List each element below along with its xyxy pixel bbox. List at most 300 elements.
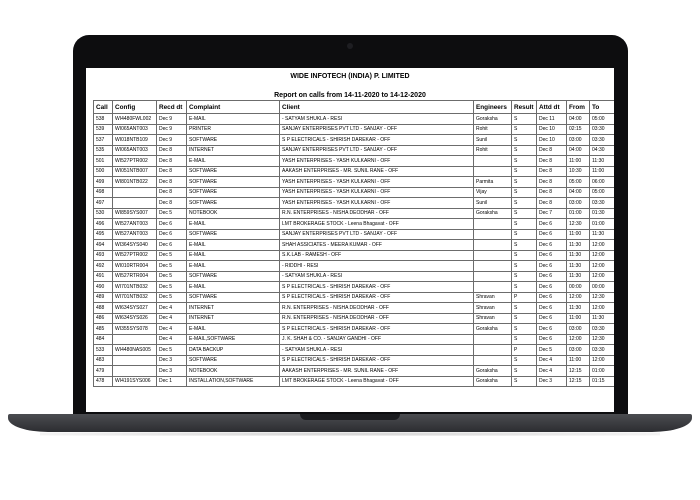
table-row[interactable] <box>94 135 615 146</box>
table-row[interactable] <box>94 145 615 156</box>
cell-complaint: NOTEBOOK <box>187 366 280 377</box>
cell-config: WI701NTB032 <box>113 282 157 293</box>
cell-attd-dt: Dec 6 <box>537 334 567 345</box>
cell-to: 11:30 <box>590 229 615 240</box>
cell-engineers <box>474 250 512 261</box>
cell-call: 500 <box>94 166 113 177</box>
cell-call: 489 <box>94 292 113 303</box>
table-row[interactable] <box>94 208 615 219</box>
cell-from: 03:00 <box>567 198 590 209</box>
cell-attd-dt: Dec 11 <box>537 114 567 125</box>
cell-engineers <box>474 355 512 366</box>
cell-config: WI701NTB032 <box>113 292 157 303</box>
table-row[interactable] <box>94 366 615 377</box>
cell-config: WI051NTB007 <box>113 166 157 177</box>
cell-recd-dt: Dec 1 <box>157 376 187 387</box>
cell-config: WI355SYS078 <box>113 324 157 335</box>
cell-to: 11:30 <box>590 156 615 167</box>
cell-recd-dt: Dec 8 <box>157 198 187 209</box>
cell-from: 02:15 <box>567 124 590 135</box>
cell-to: 12:30 <box>590 292 615 303</box>
cell-to: 12:00 <box>590 303 615 314</box>
cell-client: SANJAY ENTERPRISES PVT LTD - SANJAY - OFF <box>280 229 474 240</box>
cell-call: 495 <box>94 229 113 240</box>
cell-call: 488 <box>94 303 113 314</box>
cell-from: 11:00 <box>567 229 590 240</box>
cell-client: S.K.LAB - RAMESH - OFF <box>280 250 474 261</box>
cell-result: S <box>512 166 537 177</box>
cell-attd-dt: Dec 8 <box>537 156 567 167</box>
cell-from: 12:15 <box>567 376 590 387</box>
cell-engineers: Goraksha <box>474 366 512 377</box>
cell-recd-dt: Dec 8 <box>157 177 187 188</box>
cell-call: 493 <box>94 250 113 261</box>
column-header-recd-dt[interactable]: Recd dt <box>157 101 187 114</box>
cell-call: 490 <box>94 282 113 293</box>
cell-config <box>113 187 157 198</box>
cell-result: S <box>512 250 537 261</box>
cell-client: LMT BROKERAGE STOCK - Leena Bhagavat - OFF <box>280 376 474 387</box>
cell-from: 12:15 <box>567 366 590 377</box>
cell-from: 11:30 <box>567 261 590 272</box>
cell-to: 05:00 <box>590 114 615 125</box>
table-row[interactable] <box>94 271 615 282</box>
cell-complaint: PRINTER <box>187 124 280 135</box>
cell-engineers: Goraksha <box>474 114 512 125</box>
cell-attd-dt: Dec 6 <box>537 261 567 272</box>
cell-call: 492 <box>94 261 113 272</box>
cell-recd-dt: Dec 6 <box>157 229 187 240</box>
cell-from: 11:30 <box>567 303 590 314</box>
cell-result: S <box>512 240 537 251</box>
cell-attd-dt: Dec 6 <box>537 303 567 314</box>
cell-client: LMT BROKERAGE STOCK - Leena Bhagavat - OFF <box>280 219 474 230</box>
cell-config: WI527ANT003 <box>113 219 157 230</box>
cell-result: S <box>512 303 537 314</box>
cell-recd-dt: Dec 3 <box>157 355 187 366</box>
cell-attd-dt: Dec 8 <box>537 187 567 198</box>
table-header-row <box>94 101 615 114</box>
cell-client: J. K. SHAH & CO. - SANJAY GANDHI - OFF <box>280 334 474 345</box>
column-header-call[interactable]: Call <box>94 101 113 114</box>
cell-result: S <box>512 282 537 293</box>
table-row[interactable] <box>94 292 615 303</box>
cell-engineers <box>474 229 512 240</box>
table-row[interactable] <box>94 355 615 366</box>
cell-to: 03:30 <box>590 135 615 146</box>
cell-from: 05:00 <box>567 177 590 188</box>
cell-result: S <box>512 177 537 188</box>
cell-config: WI4480FWL002 <box>113 114 157 125</box>
cell-config: WI527PTR002 <box>113 156 157 167</box>
column-header-result[interactable]: Result <box>512 101 537 114</box>
cell-result: S <box>512 114 537 125</box>
cell-result: S <box>512 135 537 146</box>
cell-from: 04:00 <box>567 114 590 125</box>
cell-result: S <box>512 324 537 335</box>
cell-attd-dt: Dec 3 <box>537 376 567 387</box>
cell-recd-dt: Dec 5 <box>157 208 187 219</box>
company-title: WIDE INFOTECH (INDIA) P. LIMITED <box>290 73 410 80</box>
cell-to: 03:30 <box>590 345 615 356</box>
cell-recd-dt: Dec 9 <box>157 114 187 125</box>
cell-complaint: SOFTWARE <box>187 271 280 282</box>
cell-attd-dt: Dec 6 <box>537 313 567 324</box>
cell-complaint: SOFTWARE <box>187 292 280 303</box>
cell-result: S <box>512 376 537 387</box>
cell-recd-dt: Dec 5 <box>157 261 187 272</box>
cell-attd-dt: Dec 8 <box>537 145 567 156</box>
cell-complaint: INTERNET <box>187 145 280 156</box>
cell-result: S <box>512 271 537 282</box>
cell-from: 11:00 <box>567 313 590 324</box>
cell-from: 00:00 <box>567 282 590 293</box>
cell-engineers <box>474 334 512 345</box>
cell-complaint: INSTALLATION,SOFTWARE <box>187 376 280 387</box>
cell-recd-dt: Dec 6 <box>157 219 187 230</box>
cell-complaint: INTERNET <box>187 313 280 324</box>
cell-attd-dt: Dec 8 <box>537 166 567 177</box>
cell-to: 12:00 <box>590 250 615 261</box>
cell-from: 03:00 <box>567 345 590 356</box>
cell-client: YASH ENTERPRISES - YASH KULKARNI - OFF <box>280 177 474 188</box>
cell-attd-dt: Dec 6 <box>537 229 567 240</box>
cell-result: P <box>512 345 537 356</box>
cell-complaint: E-MAIL <box>187 219 280 230</box>
cell-engineers <box>474 345 512 356</box>
cell-to: 03:30 <box>590 198 615 209</box>
cell-recd-dt: Dec 5 <box>157 345 187 356</box>
cell-result: S <box>512 187 537 198</box>
cell-recd-dt: Dec 4 <box>157 324 187 335</box>
cell-complaint: DATA BACKUP <box>187 345 280 356</box>
table-row[interactable] <box>94 282 615 293</box>
cell-client: R.N. ENTERPRISES - NISHA DEODHAR - OFF <box>280 313 474 324</box>
cell-client: SANJAY ENTERPRISES PVT LTD - SANJAY - OFF <box>280 145 474 156</box>
cell-engineers <box>474 261 512 272</box>
cell-complaint: SOFTWARE <box>187 187 280 198</box>
cell-attd-dt: Dec 6 <box>537 250 567 261</box>
cell-complaint: E-MAIL <box>187 261 280 272</box>
cell-to: 06:00 <box>590 177 615 188</box>
webcam-icon <box>347 43 353 49</box>
cell-call: 533 <box>94 345 113 356</box>
table-row[interactable] <box>94 345 615 356</box>
cell-recd-dt: Dec 3 <box>157 366 187 377</box>
cell-complaint: E-MAIL <box>187 240 280 251</box>
table-row[interactable] <box>94 376 615 387</box>
cell-attd-dt: Dec 8 <box>537 198 567 209</box>
cell-config: WI4191SYS006 <box>113 376 157 387</box>
cell-attd-dt: Dec 6 <box>537 240 567 251</box>
cell-engineers <box>474 271 512 282</box>
laptop-shadow <box>40 432 660 436</box>
cell-from: 12:00 <box>567 334 590 345</box>
cell-call: 501 <box>94 156 113 167</box>
cell-from: 12:30 <box>567 219 590 230</box>
cell-engineers <box>474 282 512 293</box>
cell-client: SANJAY ENTERPRISES PVT LTD - SANJAY - OFF <box>280 124 474 135</box>
cell-attd-dt: Dec 6 <box>537 271 567 282</box>
cell-attd-dt: Dec 5 <box>537 345 567 356</box>
cell-engineers: Goraksha <box>474 376 512 387</box>
cell-from: 01:00 <box>567 208 590 219</box>
cell-call: 496 <box>94 219 113 230</box>
cell-result: S <box>512 229 537 240</box>
table-row[interactable] <box>94 229 615 240</box>
cell-result: S <box>512 219 537 230</box>
column-header-complaint[interactable]: Complaint <box>187 101 280 114</box>
cell-attd-dt: Dec 10 <box>537 124 567 135</box>
cell-to: 11:00 <box>590 166 615 177</box>
cell-recd-dt: Dec 5 <box>157 292 187 303</box>
cell-complaint: INTERNET <box>187 303 280 314</box>
cell-recd-dt: Dec 6 <box>157 240 187 251</box>
cell-call: 499 <box>94 177 113 188</box>
cell-to: 01:00 <box>590 219 615 230</box>
cell-complaint: SOFTWARE <box>187 229 280 240</box>
cell-to: 01:30 <box>590 208 615 219</box>
cell-engineers: Sunil <box>474 135 512 146</box>
cell-engineers: Goraksha <box>474 208 512 219</box>
cell-complaint: SOFTWARE <box>187 198 280 209</box>
cell-recd-dt: Dec 9 <box>157 124 187 135</box>
cell-from: 04:00 <box>567 187 590 198</box>
cell-call: 497 <box>94 198 113 209</box>
cell-attd-dt: Dec 6 <box>537 219 567 230</box>
cell-call: 494 <box>94 240 113 251</box>
cell-complaint: SOFTWARE <box>187 166 280 177</box>
cell-client: - SATYAM SHUKLA - RESI <box>280 271 474 282</box>
table-body <box>94 114 615 387</box>
cell-recd-dt: Dec 8 <box>157 145 187 156</box>
column-header-to[interactable]: To <box>590 101 615 114</box>
cell-recd-dt: Dec 5 <box>157 271 187 282</box>
cell-attd-dt: Dec 6 <box>537 282 567 293</box>
cell-call: 478 <box>94 376 113 387</box>
cell-recd-dt: Dec 5 <box>157 250 187 261</box>
cell-client: - SATYAM SHUKLA - RESI <box>280 345 474 356</box>
table-row[interactable] <box>94 187 615 198</box>
column-header-client[interactable]: Client <box>280 101 474 114</box>
cell-to: 01:15 <box>590 376 615 387</box>
table-row[interactable] <box>94 114 615 125</box>
table-row[interactable] <box>94 303 615 314</box>
cell-recd-dt: Dec 8 <box>157 187 187 198</box>
cell-complaint: E-MAIL <box>187 114 280 125</box>
cell-complaint: SOFTWARE <box>187 355 280 366</box>
column-header-from[interactable]: From <box>567 101 590 114</box>
cell-result: S <box>512 334 537 345</box>
cell-call: 485 <box>94 324 113 335</box>
cell-complaint: E-MAIL <box>187 156 280 167</box>
cell-complaint: E-MAIL <box>187 282 280 293</box>
cell-attd-dt: Dec 4 <box>537 355 567 366</box>
cell-complaint: E-MAIL,SOFTWARE <box>187 334 280 345</box>
cell-client: - RIDDHI - RESI <box>280 261 474 272</box>
cell-config: WI527RTR004 <box>113 271 157 282</box>
cell-attd-dt: Dec 6 <box>537 292 567 303</box>
cell-call: 486 <box>94 313 113 324</box>
cell-complaint: SOFTWARE <box>187 177 280 188</box>
cell-from: 11:00 <box>567 156 590 167</box>
cell-recd-dt: Dec 4 <box>157 303 187 314</box>
cell-call: 537 <box>94 135 113 146</box>
cell-from: 03:00 <box>567 135 590 146</box>
cell-from: 12:00 <box>567 292 590 303</box>
cell-recd-dt: Dec 4 <box>157 313 187 324</box>
table-row[interactable] <box>94 334 615 345</box>
cell-config: WI801NTB022 <box>113 177 157 188</box>
cell-attd-dt: Dec 4 <box>537 366 567 377</box>
cell-engineers: Sunil <box>474 198 512 209</box>
cell-complaint: E-MAIL <box>187 324 280 335</box>
cell-engineers <box>474 166 512 177</box>
cell-call: 484 <box>94 334 113 345</box>
cell-to: 05:00 <box>590 187 615 198</box>
cell-from: 03:00 <box>567 324 590 335</box>
cell-client: S P ELECTRICALS - SHIRISH DAREKAR - OFF <box>280 292 474 303</box>
cell-client: - SATYAM SHUKLA - RESI <box>280 114 474 125</box>
cell-client: R.N. ENTERPRISES - NISHA DEODHAR - OFF <box>280 208 474 219</box>
cell-recd-dt: Dec 8 <box>157 166 187 177</box>
cell-config: WI364SYS040 <box>113 240 157 251</box>
cell-from: 04:00 <box>567 145 590 156</box>
cell-engineers <box>474 240 512 251</box>
table-row[interactable] <box>94 261 615 272</box>
column-header-attd-dt[interactable]: Attd dt <box>537 101 567 114</box>
cell-result: S <box>512 198 537 209</box>
cell-from: 11:30 <box>567 250 590 261</box>
cell-call: 498 <box>94 187 113 198</box>
cell-complaint: SOFTWARE <box>187 135 280 146</box>
cell-to: 12:00 <box>590 355 615 366</box>
cell-config: WI065ANT003 <box>113 124 157 135</box>
cell-engineers: Shravan <box>474 303 512 314</box>
laptop-screen <box>86 68 614 412</box>
cell-result: S <box>512 261 537 272</box>
cell-to: 00:00 <box>590 282 615 293</box>
cell-result: P <box>512 292 537 303</box>
cell-config: WI859SYS007 <box>113 208 157 219</box>
table-row[interactable] <box>94 177 615 188</box>
table-row[interactable] <box>94 198 615 209</box>
table-row[interactable] <box>94 324 615 335</box>
cell-to: 12:00 <box>590 271 615 282</box>
cell-to: 11:30 <box>590 313 615 324</box>
cell-engineers: Rohit <box>474 124 512 135</box>
cell-result: S <box>512 366 537 377</box>
table-row[interactable] <box>94 156 615 167</box>
cell-engineers: Shravan <box>474 292 512 303</box>
cell-config <box>113 198 157 209</box>
laptop-hinge-notch <box>300 414 400 420</box>
cell-client: YASH ENTERPRISES - YASH KULKARNI - OFF <box>280 187 474 198</box>
cell-engineers: Shravan <box>474 313 512 324</box>
cell-from: 11:30 <box>567 240 590 251</box>
cell-client: S P ELECTRICALS - SHIRISH DAREKAR - OFF <box>280 324 474 335</box>
cell-to: 12:00 <box>590 240 615 251</box>
table-row[interactable] <box>94 166 615 177</box>
cell-engineers: Parmita <box>474 177 512 188</box>
cell-engineers <box>474 219 512 230</box>
report-title: Report on calls from 14-11-2020 to 14-12-2020 <box>274 92 426 99</box>
cell-result: S <box>512 313 537 324</box>
cell-config <box>113 355 157 366</box>
column-header-engineers[interactable]: Engineers <box>474 101 512 114</box>
cell-to: 03:30 <box>590 324 615 335</box>
cell-attd-dt: Dec 6 <box>537 324 567 335</box>
cell-engineers: Goraksha <box>474 324 512 335</box>
cell-result: S <box>512 124 537 135</box>
calls-table <box>93 100 614 387</box>
cell-result: S <box>512 156 537 167</box>
cell-client: AAKASH ENTERPRISES - MR. SUNIL RANE - OFF <box>280 166 474 177</box>
table-row[interactable] <box>94 240 615 251</box>
cell-recd-dt: Dec 8 <box>157 156 187 167</box>
cell-config: WI065ANT003 <box>113 145 157 156</box>
table-row[interactable] <box>94 313 615 324</box>
cell-client: YASH ENTERPRISES - YASH KULKARNI - OFF <box>280 156 474 167</box>
cell-to: 04:30 <box>590 145 615 156</box>
table-row[interactable] <box>94 250 615 261</box>
cell-from: 11:00 <box>567 355 590 366</box>
cell-from: 11:30 <box>567 271 590 282</box>
table-row[interactable] <box>94 219 615 230</box>
cell-recd-dt: Dec 4 <box>157 334 187 345</box>
cell-call: 535 <box>94 145 113 156</box>
cell-result: S <box>512 208 537 219</box>
cell-config: WI018NTB109 <box>113 135 157 146</box>
cell-config <box>113 366 157 377</box>
cell-engineers: Rohit <box>474 145 512 156</box>
cell-client: S P ELECTRICALS - SHIRISH DAREKAR - OFF <box>280 282 474 293</box>
cell-call: 491 <box>94 271 113 282</box>
cell-complaint: E-MAIL <box>187 250 280 261</box>
cell-client: S P ELECTRICALS - SHIRISH DAREKAR - OFF <box>280 135 474 146</box>
cell-attd-dt: Dec 8 <box>537 177 567 188</box>
column-header-config[interactable]: Config <box>113 101 157 114</box>
cell-call: 483 <box>94 355 113 366</box>
cell-call: 530 <box>94 208 113 219</box>
cell-to: 12:00 <box>590 261 615 272</box>
cell-recd-dt: Dec 5 <box>157 282 187 293</box>
cell-to: 03:30 <box>590 124 615 135</box>
cell-call: 479 <box>94 366 113 377</box>
cell-config: WI010RTR004 <box>113 261 157 272</box>
table-row[interactable] <box>94 124 615 135</box>
cell-engineers: Vijay <box>474 187 512 198</box>
cell-config: WI527ANT003 <box>113 229 157 240</box>
cell-client: AAKASH ENTERPRISES - MR. SUNIL RANE - OFF <box>280 366 474 377</box>
cell-to: 01:00 <box>590 366 615 377</box>
cell-call: 539 <box>94 124 113 135</box>
cell-attd-dt: Dec 10 <box>537 135 567 146</box>
cell-config: WI634SYS027 <box>113 303 157 314</box>
cell-config: WI634SYS026 <box>113 313 157 324</box>
cell-attd-dt: Dec 7 <box>537 208 567 219</box>
cell-config: WI527PTR002 <box>113 250 157 261</box>
cell-client: S P ELECTRICALS - SHIRISH DAREKAR - OFF <box>280 355 474 366</box>
cell-config: WI4480NAS005 <box>113 345 157 356</box>
cell-engineers <box>474 156 512 167</box>
cell-client: YASH ENTERPRISES - YASH KULKARNI - OFF <box>280 198 474 209</box>
cell-client: SHAH ASSICIATES - MEERA KUMAR - OFF <box>280 240 474 251</box>
cell-result: S <box>512 145 537 156</box>
cell-config <box>113 334 157 345</box>
cell-complaint: NOTEBOOK <box>187 208 280 219</box>
cell-client: R.N. ENTERPRISES - NISHA DEODHAR - OFF <box>280 303 474 314</box>
